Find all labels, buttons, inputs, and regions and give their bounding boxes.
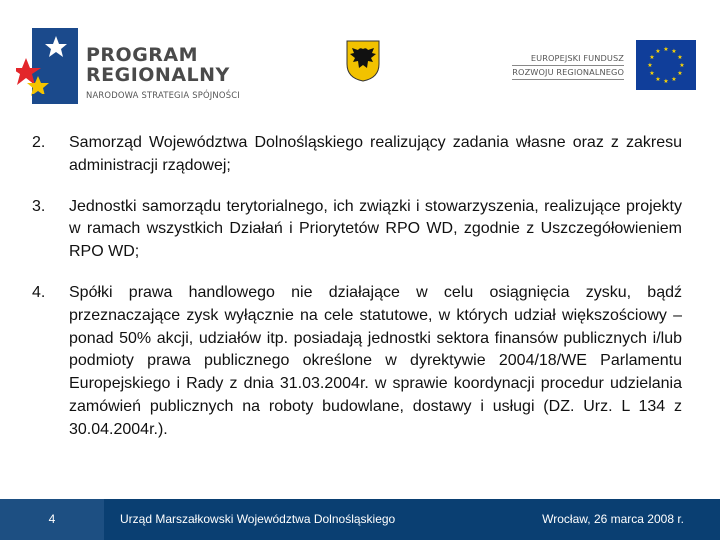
svg-text:★: ★ [655, 48, 661, 55]
footer-institution: Urząd Marszałkowski Województwa Dolnośląskiego [120, 512, 396, 526]
footer [0, 499, 720, 540]
svg-text:★: ★ [649, 54, 655, 61]
svg-text:★: ★ [655, 76, 661, 83]
svg-text:★: ★ [679, 62, 685, 69]
svg-text:★: ★ [677, 54, 683, 61]
svg-text:★: ★ [663, 78, 669, 85]
list-item-text: Samorząd Województwa Dolnośląskiego realizujący zadania własne oraz z zakresu administracji rządowej; [69, 134, 682, 174]
program-subtitle: NARODOWA STRATEGIA SPÓJNOŚCI [86, 90, 240, 100]
eu-fund-line1: EUROPEJSKI FUNDUSZ [512, 52, 624, 66]
program-title-line1: PROGRAM [86, 44, 199, 66]
list-item-number: 2. [32, 134, 46, 151]
svg-text:★: ★ [649, 70, 655, 77]
list-item-number: 3. [32, 197, 46, 215]
list-item-number: 4. [32, 283, 46, 301]
list-item [32, 196, 682, 264]
eu-flag-icon [636, 40, 696, 90]
eu-fund-line2: ROZWOJU REGIONALNEGO [512, 66, 624, 80]
eu-fund-label [512, 52, 624, 80]
footer-date: Wrocław, 26 marca 2008 r. [542, 512, 684, 526]
svg-text:★: ★ [671, 48, 677, 55]
program-regionalny-logo-icon [16, 28, 78, 104]
list-item [32, 282, 682, 442]
program-regionalny-wordmark [86, 45, 240, 100]
svg-text:★: ★ [677, 70, 683, 77]
svg-text:★: ★ [647, 62, 653, 69]
svg-text:★: ★ [671, 76, 677, 83]
header [0, 0, 720, 110]
list-item-text: Spółki prawa handlowego nie działające w celu osiągnięcia zysku, bądź przeznaczające zysk wyłącznie na cele statutowe, w których udział większościowy – ponad 50% akcji, udziałów itp. posiadają jednostki sektora finansów publicznych i/lub podmioty prawa publicznego określone w dyrektywie 2004/18/WE Parlamentu Europejskiego i Rady z dnia 31.03.2004r. w sprawie koordynacji procedur udzielania zamówień publicznych na roboty budowlane, dostawy i usługi (DZ. Urz. L 134 z 30.04.2004r.). [69, 283, 682, 438]
list-item [32, 132, 682, 178]
program-title-line2: REGIONALNY [86, 64, 230, 86]
footer-page-box [0, 499, 104, 540]
page-number: 4 [48, 512, 56, 526]
svg-text:★: ★ [663, 46, 669, 53]
list-item-text: Jednostki samorządu terytorialnego, ich związki i stowarzyszenia, realizujące projekty w ramach wszystkich Działań i Priorytetów RPO WD, zgodnie z Uszczegółowieniem RPO WD; [69, 197, 682, 261]
coat-of-arms-eagle-icon [346, 40, 380, 82]
content-list [32, 132, 682, 460]
